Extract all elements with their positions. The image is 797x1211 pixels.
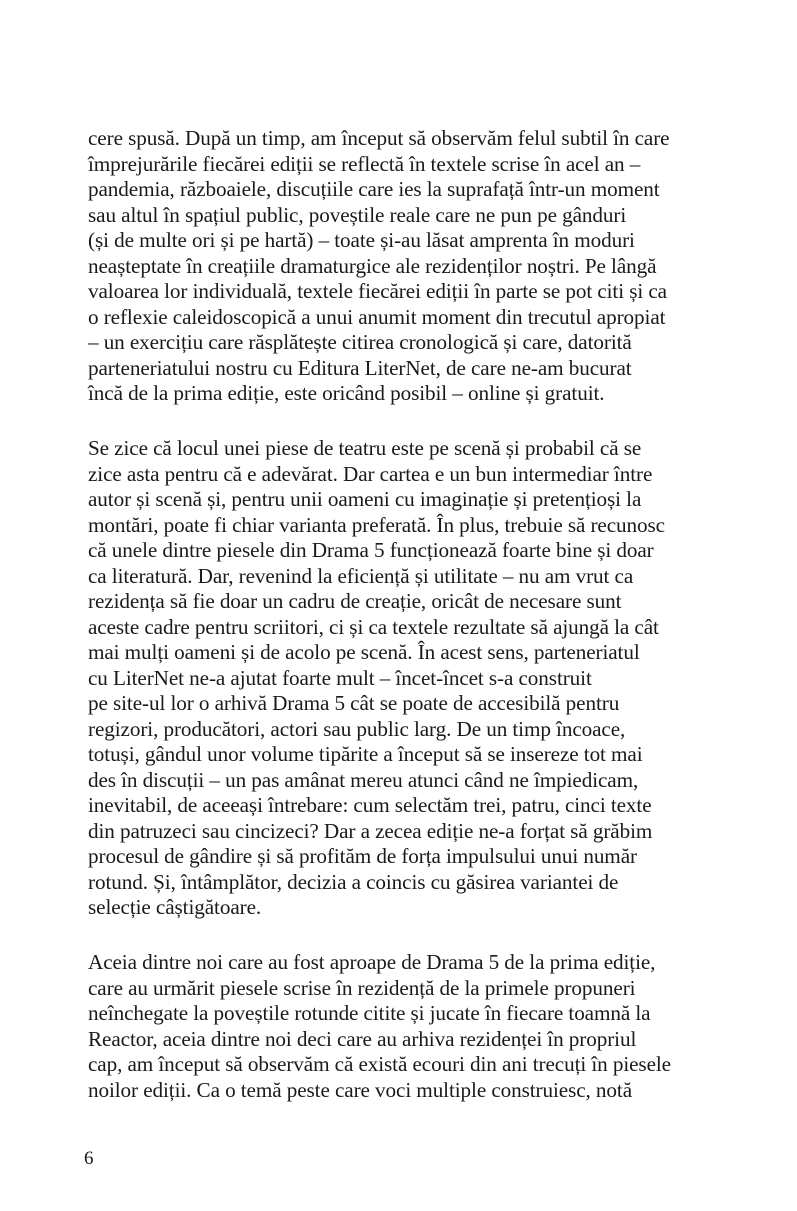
text-line: rotund. Și, întâmplător, decizia a coincis cu găsirea variantei de [88, 869, 619, 894]
text-line: rezidența să fie doar un cadru de creație, oricât de necesare sunt [88, 589, 622, 613]
text-line: împrejurările fiecărei ediții se reflectă în textele scrise în acel an – [88, 151, 641, 176]
text-line: Aceia dintre noi care au fost aproape de Drama 5 de la prima ediție, [88, 950, 656, 974]
text-line: ca literatură. Dar, revenind la eficiență și utilitate – nu am vrut ca [88, 563, 634, 588]
text-line: des în discuții – un pas amânat mereu atunci când ne împiedicam, [88, 767, 639, 792]
text-line: că unele dintre piesele din Drama 5 funcționează foarte bine și doar [88, 538, 654, 562]
text-line: montări, poate fi chiar varianta preferată. În plus, trebuie să recunosc [88, 512, 665, 537]
text-line: care au urmărit piesele scrise în rezidență de la primele propuneri [88, 975, 636, 1000]
text-line: parteneriatului nostru cu Editura LiterNet, de care ne-am bucurat [88, 355, 632, 380]
paragraph [88, 950, 728, 1103]
page-number: 6 [84, 1148, 94, 1169]
text-line: autor și scenă și, pentru unii oameni cu imaginație și pretențioși la [88, 487, 642, 511]
text-line: Se zice că locul unei piese de teatru este pe scenă și probabil că se [88, 436, 642, 460]
text-line: (și de multe ori și pe hartă) – toate și-au lăsat amprenta în moduri [88, 228, 635, 252]
text-line: cu LiterNet ne-a ajutat foarte mult – încet-încet s-a construit [88, 665, 592, 690]
paragraph [88, 126, 728, 407]
paragraph [88, 436, 728, 921]
body-text [88, 126, 728, 1133]
text-line: o reflexie caleidoscopică a unui anumit moment din trecutul apropiat [88, 304, 666, 329]
text-line: pe site-ul lor o arhivă Drama 5 cât se poate de accesibilă pentru [88, 691, 620, 715]
text-line: inevitabil, de aceeași întrebare: cum selectăm trei, patru, cinci texte [88, 793, 652, 817]
text-line: aceste cadre pentru scriitori, ci și ca textele rezultate să ajungă la cât [88, 614, 659, 639]
text-line: Reactor, aceia dintre noi deci care au arhiva rezidenței în propriul [88, 1026, 637, 1051]
text-line: sau altul în spațiul public, poveștile reale care ne pun pe gânduri [88, 202, 627, 227]
text-line: – un exercițiu care răsplătește citirea cronologică și care, datorită [88, 330, 632, 354]
text-line: pandemia, războaiele, discuțiile care ies la suprafață într-un moment [88, 177, 660, 201]
text-line: cere spusă. După un timp, am început să observăm felul subtil în care [88, 126, 670, 150]
text-line: mai mulți oameni și de acolo pe scenă. În acest sens, parteneriatul [88, 640, 640, 664]
text-line: cap, am început să observăm că există ecouri din ani trecuți în piesele [88, 1052, 671, 1076]
text-line: valoarea lor individuală, textele fiecărei ediții în parte se pot citi și ca [88, 279, 667, 303]
text-line: din patruzeci sau cincizeci? Dar a zecea ediție ne-a forțat să grăbim [88, 818, 653, 843]
text-line: procesul de gândire și să profităm de forța impulsului unui număr [88, 844, 637, 868]
text-line: regizori, producători, actori sau public larg. De un timp încoace, [88, 716, 626, 741]
text-line: selecție câștigătoare. [88, 895, 262, 919]
text-line: neașteptate în creațiile dramaturgice ale rezidenților noștri. Pe lângă [88, 253, 657, 278]
text-line: noilor ediții. Ca o temă peste care voci multiple construiesc, notă [88, 1077, 633, 1102]
text-line: încă de la prima ediție, este oricând posibil – online și gratuit. [88, 381, 605, 405]
text-line: neînchegate la poveștile rotunde citite și jucate în fiecare toamnă la [88, 1001, 651, 1025]
text-line: totuși, gândul unor volume tipărite a început să se insereze tot mai [88, 742, 643, 766]
text-line: zice asta pentru că e adevărat. Dar cartea e un bun intermediar între [88, 461, 653, 486]
